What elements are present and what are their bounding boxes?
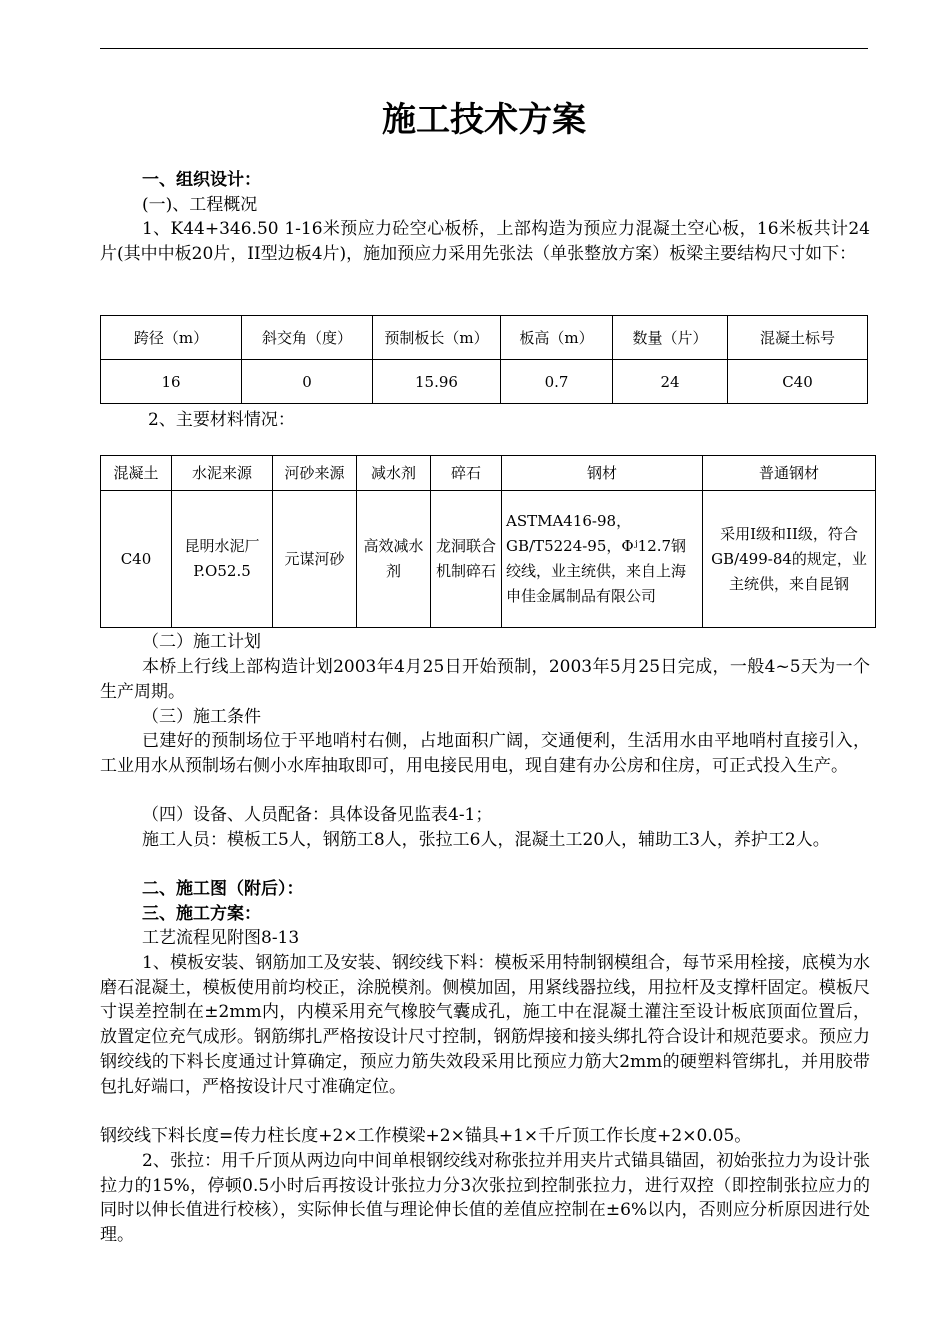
table-cell: 龙洞联合机制碎石: [431, 491, 502, 628]
subheading-materials: 2、主要材料情况：: [148, 410, 295, 430]
formula-strand-length: 钢绞线下料长度=传力柱长度+2×工作模梁+2×锚具+1×千斤顶工作长度+2×0.05。: [100, 1126, 752, 1146]
paragraph-process-flow: 工艺流程见附图8-13: [142, 928, 300, 948]
table-header-cell: 碎石: [431, 456, 502, 491]
subheading-project-overview: (一)、工程概况: [142, 195, 258, 215]
table-header-cell: 减水剂: [357, 456, 431, 491]
table-header-cell: 混凝土标号: [728, 316, 868, 360]
table-row: [101, 491, 876, 628]
subheading-construction-plan: （二）施工计划: [142, 632, 261, 652]
table-cell: 采用I级和II级，符合GB/499-84的规定，业主统供，来自昆钢: [703, 491, 876, 628]
table-cell: 0: [242, 360, 373, 404]
subheading-construction-conditions: （三）施工条件: [142, 707, 261, 727]
section-heading-organization: 一、组织设计：: [142, 170, 261, 190]
table-header-cell: 河砂来源: [273, 456, 357, 491]
table-header-cell: 混凝土: [101, 456, 172, 491]
header-rule: [100, 48, 868, 49]
table-cell: 高效减水剂: [357, 491, 431, 628]
materials-table: [100, 455, 876, 628]
page-title: 施工技术方案: [382, 100, 586, 140]
table-header-row: [101, 316, 868, 360]
table-cell: ASTMA416-98，GB/T5224-95，Φʲ12.7钢绞线，业主统供，来自上海申佳金属制品有限公司: [502, 491, 703, 628]
paragraph-tensioning: 2、张拉：用千斤顶从两边向中间单根钢绞线对称张拉并用夹片式锚具锚固，初始张拉力为设计张拉力的15%，停顿0.5小时后再按设计张拉力分3次张拉到控制张拉力，进行双控（即控制张拉应力的同时以伸长值进行校核），实际伸长值与理论伸长值的差值应控制在±6%以内，否则应分析原因进行处理。: [100, 1151, 870, 1246]
paragraph-bridge-overview: 1、K44+346.50 1-16米预应力砼空心板桥，上部构造为预应力混凝土空心板，16米板共计24片(其中中板20片，II型边板4片)，施加预应力采用先张法（单张整放方案）板梁主要结构尺寸如下：: [100, 219, 870, 264]
table-cell: 24: [613, 360, 728, 404]
table-cell: 元谋河砂: [273, 491, 357, 628]
table-header-cell: 数量（片）: [613, 316, 728, 360]
subheading-equipment-staff: （四）设备、人员配备：具体设备见监表4-1；: [142, 805, 493, 825]
paragraph-formwork-steel: 1、模板安装、钢筋加工及安装、钢绞线下料：模板采用特制钢模组合，每节采用栓接，底模为水磨石混凝土，模板使用前均校正，涂脱模剂。侧模加固，用紧线器拉线，用拉杆及支撑杆固定。模板尺寸误差控制在±2mm内，内模采用充气橡胶气囊成孔，施工中在混凝土灌注至设计板底顶面位置后，放置定位充气成形。钢筋绑扎严格按设计尺寸控制，钢筋焊接和接头绑扎符合设计和规范要求。预应力钢绞线的下料长度通过计算确定，预应力筋失效段采用比预应力筋大2mm的硬塑料管绑扎，并用胶带包扎好端口，严格按设计尺寸准确定位。: [100, 953, 870, 1097]
table-header-cell: 预制板长（m）: [373, 316, 501, 360]
table-cell: C40: [728, 360, 868, 404]
structure-dimensions-table: [100, 315, 868, 404]
section-heading-construction-scheme: 三、施工方案：: [142, 904, 261, 924]
table-header-cell: 跨径（m）: [101, 316, 242, 360]
table-cell: 15.96: [373, 360, 501, 404]
table-header-cell: 板高（m）: [501, 316, 613, 360]
section-heading-drawings: 二、施工图（附后）：: [142, 879, 304, 899]
table-cell: 16: [101, 360, 242, 404]
table-cell: 0.7: [501, 360, 613, 404]
table-header-row: [101, 456, 876, 491]
table-header-cell: 水泥来源: [172, 456, 273, 491]
table-header-cell: 普通钢材: [703, 456, 876, 491]
paragraph-staffing: 施工人员：模板工5人，钢筋工8人，张拉工6人，混凝土工20人，辅助工3人，养护工2人。: [142, 830, 830, 850]
table-cell: 昆明水泥厂P.O52.5: [172, 491, 273, 628]
table-header-cell: 斜交角（度）: [242, 316, 373, 360]
table-row: [101, 360, 868, 404]
paragraph-construction-conditions: 已建好的预制场位于平地哨村右侧，占地面积广阔，交通便利，生活用水由平地哨村直接引入，工业用水从预制场右侧小水库抽取即可，用电接民用电，现自建有办公房和住房，可正式投入生产。: [100, 731, 870, 776]
table-header-cell: 钢材: [502, 456, 703, 491]
table-cell: C40: [101, 491, 172, 628]
paragraph-construction-plan: 本桥上行线上部构造计划2003年4月25日开始预制，2003年5月25日完成，一般4~5天为一个生产周期。: [100, 657, 870, 702]
